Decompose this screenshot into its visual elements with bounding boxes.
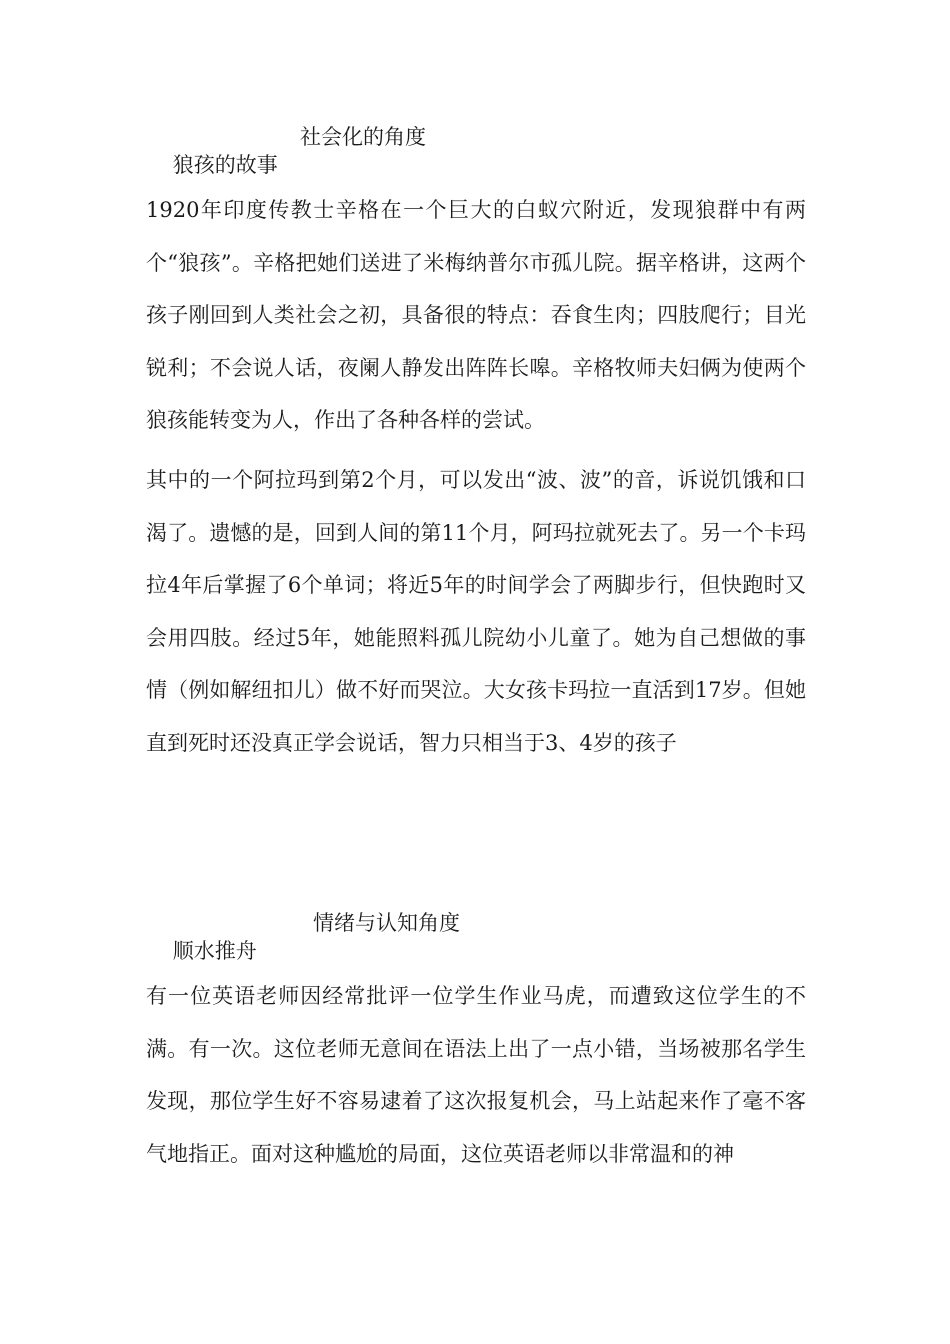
section-title: 狼孩的故事 (172, 153, 278, 177)
section-subtitle: 情绪与认知角度 (313, 911, 460, 935)
section-subtitle: 社会化的角度 (300, 125, 426, 149)
paragraph: 1920年印度传教士辛格在一个巨大的白蚁穴附近，发现狼群中有两个“狼孩”。辛格把她们送进了米梅纳普尔市孤儿院。据辛格讲，这两个孩子刚回到人类社会之初，具备很的特点：吞食生肉；四肢爬行；目光锐利；不会说人话，夜阑人静发出阵阵长嗥。辛格牧师夫妇俩为使两个狼孩能转变为人，作出了各种各样的尝试。 (146, 198, 806, 432)
paragraph: 有一位英语老师因经常批评一位学生作业马虎，而遭致这位学生的不满。有一次。这位老师无意间在语法上出了一点小错，当场被那名学生发现，那位学生好不容易逮着了这次报复机会，马上站起来作了毫不客气地指正。面对这种尴尬的局面，这位英语老师以非常温和的神 (146, 984, 806, 1166)
section-title: 顺水推舟 (172, 939, 257, 963)
paragraph: 其中的一个阿拉玛到第2个月，可以发出“波、波”的音，诉说饥饿和口渴了。遗憾的是，回到人间的第11个月，阿玛拉就死去了。另一个卡玛拉4年后掌握了6个单词；将近5年的时间学会了两脚步行，但快跑时又会用四肢。经过5年，她能照料孤儿院幼小儿童了。她为自己想做的事情（例如解纽扣儿）做不好而哭泣。大女孩卡玛拉一直活到17岁。但她直到死时还没真正学会说话，智力只相当于3、4岁的孩子 (146, 468, 806, 755)
